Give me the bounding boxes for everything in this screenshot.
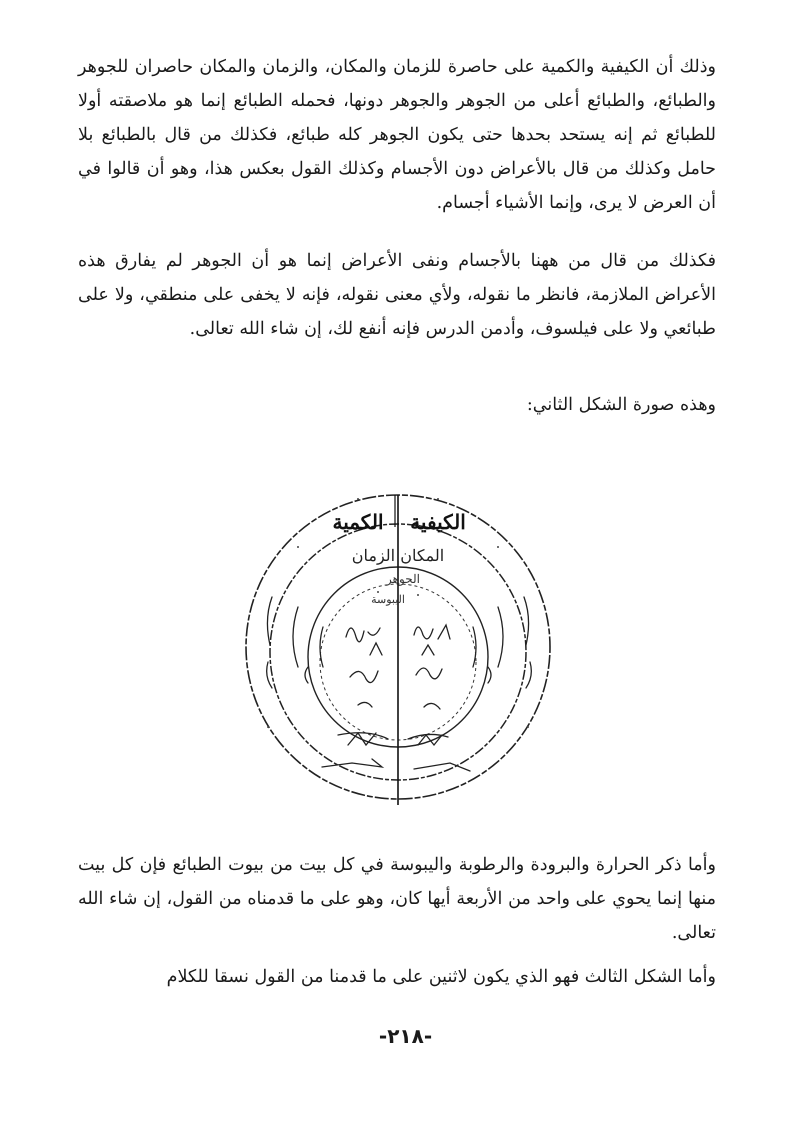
- paragraph-1: وذلك أن الكيفية والكمية على حاصرة للزمان والمكان، والزمان والمكان حاصران للجوهر والطبائع، والطبائع أعلى من الجوهر والجوهر دونها، فحمله الطبائع إنما هو ملاصقته أولا للطبائع ثم إنه يستحد بحدها حتى يكون الجوهر كله طبائع، فكذلك من قال بالطبائع بلا حامل وكذلك من قال بالأعراض دون الأجسام وكذلك القول بعكس هذا، وهو أن قالوا في أن العرض لا يرى، وإنما الأشياء أجسام.: [78, 57, 716, 213]
- label-second-ring: المكان الزمان: [351, 546, 445, 565]
- label-inner-2: اليبوسة: [371, 593, 405, 606]
- paragraph-5: وأما الشكل الثالث فهو الذي يكون لاثنين على ما قدمنا من القول نسقا للكلام: [166, 967, 716, 987]
- paragraph-2: فكذلك من قال من ههنا بالأجسام ونفى الأعراض إنما هو أن الجوهر لم يفارق هذه الأعراض الملازمة، فانظر ما نقوله، ولأي معنى نقوله، فإنه لا يخفى على منطقي، ولا على طبائعي ولا على فيلسوف، وأدمن الدرس فإنه أنفع لك، إن شاء الله تعالى.: [78, 251, 716, 339]
- second-figure-circle-diagram: [238, 487, 554, 805]
- label-inner-1: الجوهر: [386, 572, 420, 586]
- label-top-right: الكيفية: [410, 510, 466, 534]
- label-top-left: الكمية: [332, 510, 384, 534]
- figure-caption: وهذه صورة الشكل الثاني:: [526, 395, 716, 415]
- paragraph-4: وأما ذكر الحرارة والبرودة والرطوبة واليبوسة في كل بيت من بيوت الطبائع فإن كل بيت منها إنما يحوي على واحد من الأربعة أيها كان، وهو على ما قدمناه من القول، إن شاء الله تعالى.: [78, 855, 716, 943]
- page-number: -٢١٨-: [378, 1024, 433, 1048]
- handwritten-inner-marks: [267, 597, 532, 771]
